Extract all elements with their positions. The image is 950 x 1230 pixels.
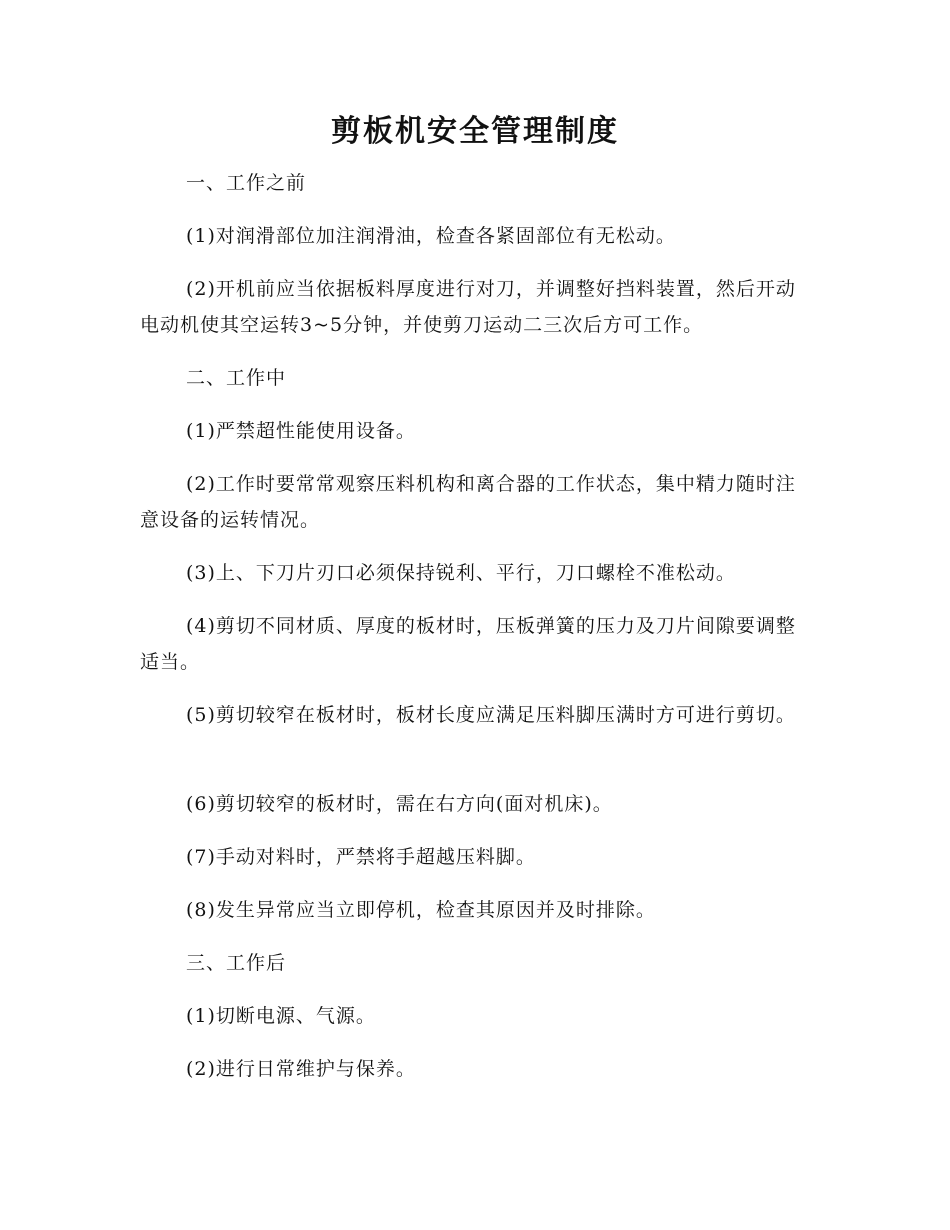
- section-heading-after-work: 三、工作后: [186, 952, 287, 974]
- paragraph-during-work-7: (7)手动对料时，严禁将手超越压料脚。: [186, 846, 536, 868]
- paragraph-before-work-1: (1)对润滑部位加注润滑油，检查各紧固部位有无松动。: [186, 225, 676, 247]
- paragraph-before-work-2: (2)开机前应当依据板料厚度进行对刀，并调整好挡料装置，然后开动电动机使其空运转3~5分钟，并使剪刀运动二三次后方可工作。: [140, 278, 796, 336]
- paragraph-during-work-1: (1)严禁超性能使用设备。: [186, 420, 416, 442]
- paragraph-during-work-4: (4)剪切不同材质、厚度的板材时，压板弹簧的压力及刀片间隙要调整适当。: [140, 615, 796, 673]
- paragraph-after-work-1: (1)切断电源、气源。: [186, 1005, 376, 1027]
- paragraph-after-work-2: (2)进行日常维护与保养。: [186, 1058, 416, 1080]
- paragraph-during-work-2: (2)工作时要常常观察压料机构和离合器的工作状态，集中精力随时注意设备的运转情况。: [140, 473, 796, 531]
- document-title: 剪板机安全管理制度: [331, 114, 619, 149]
- paragraph-during-work-8: (8)发生异常应当立即停机，检查其原因并及时排除。: [186, 899, 656, 921]
- section-heading-before-work: 一、工作之前: [186, 172, 307, 194]
- paragraph-during-work-5: (5)剪切较窄在板材时，板材长度应满足压料脚压满时方可进行剪切。: [186, 704, 796, 726]
- paragraph-during-work-3: (3)上、下刀片刃口必须保持锐利、平行，刀口螺栓不准松动。: [186, 562, 736, 584]
- paragraph-during-work-6: (6)剪切较窄的板材时，需在右方向(面对机床)。: [186, 793, 613, 815]
- section-heading-during-work: 二、工作中: [186, 367, 287, 389]
